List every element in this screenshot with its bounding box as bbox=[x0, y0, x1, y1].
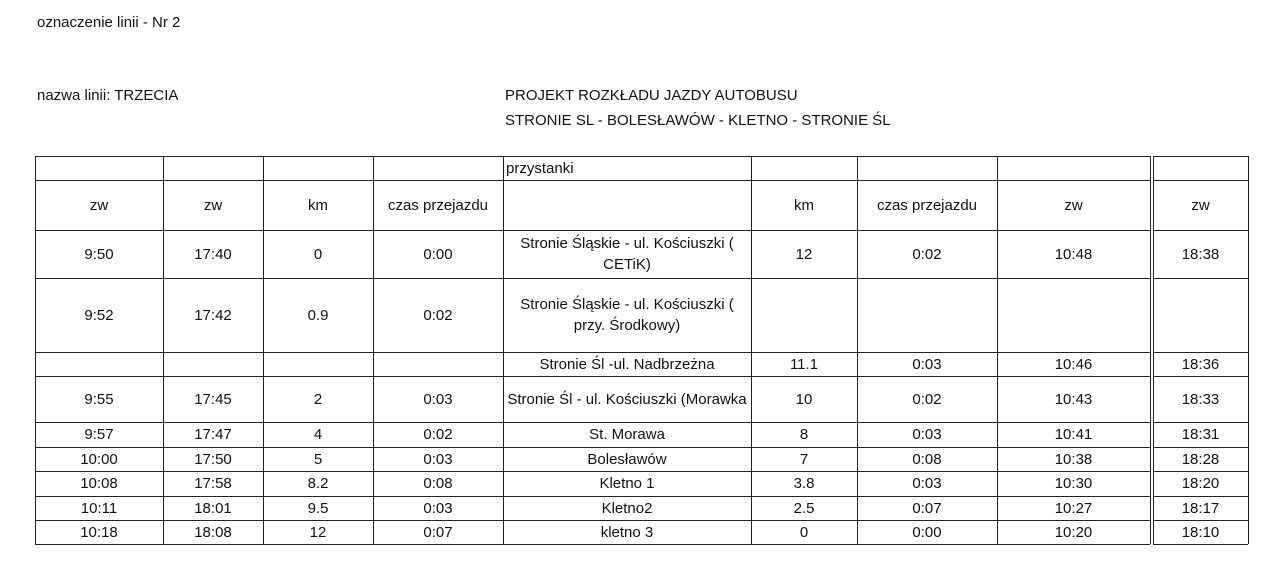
table-cell: 11.1 bbox=[789, 355, 819, 373]
table-cell: 0:02 bbox=[912, 390, 942, 408]
table-cell: 0 bbox=[799, 523, 809, 541]
stop-name-cell: Stronie Śląskie - ul. Kościuszki ( przy. Środkowy) bbox=[520, 296, 734, 334]
table-cell: 18:28 bbox=[1181, 450, 1220, 468]
line-designation: oznaczenie linii - Nr 2 bbox=[37, 14, 181, 31]
table-cell: 10 bbox=[795, 390, 813, 408]
col-header-travel-time: czas przejazdu bbox=[387, 196, 489, 214]
table-cell: 0:07 bbox=[912, 499, 942, 517]
table-cell: 0:03 bbox=[423, 450, 453, 468]
timetable-title: PROJEKT ROZKŁADU JAZDY AUTOBUSU bbox=[505, 87, 798, 104]
table-cell: 9:57 bbox=[84, 426, 114, 443]
table-cell: 17:40 bbox=[194, 245, 232, 263]
table-cell: 9:55 bbox=[84, 390, 114, 408]
table-cell bbox=[35, 352, 163, 376]
table-cell bbox=[751, 278, 857, 352]
table-cell: 0:03 bbox=[912, 355, 942, 373]
table-cell: 3.8 bbox=[793, 475, 815, 492]
table-cell: 0:03 bbox=[912, 475, 942, 492]
table-cell: 0:00 bbox=[423, 245, 453, 263]
table-cell: 10:30 bbox=[1054, 475, 1093, 492]
table-cell bbox=[373, 352, 503, 376]
table-cell: 18:08 bbox=[194, 523, 232, 541]
table-cell: 10:41 bbox=[1054, 426, 1093, 443]
table-cell: 12 bbox=[309, 523, 327, 541]
table-cell: 10:43 bbox=[1054, 390, 1093, 408]
col-header-zw-1: zw bbox=[89, 196, 109, 214]
stop-name-cell: kletno 3 bbox=[600, 523, 654, 541]
table-cell: 18:01 bbox=[194, 499, 232, 517]
grid-line bbox=[35, 544, 1150, 545]
table-cell bbox=[997, 278, 1150, 352]
table-cell: 18:36 bbox=[1181, 355, 1220, 373]
col-header-stop bbox=[503, 180, 751, 230]
grid-line bbox=[1248, 156, 1249, 544]
table-cell: 9:52 bbox=[84, 306, 114, 324]
table-cell: 17:58 bbox=[194, 475, 232, 492]
stop-name-cell: Stronie Śl - ul. Kościuszki (Morawka bbox=[507, 390, 747, 408]
table-cell: 17:50 bbox=[194, 450, 232, 468]
table-cell: 10:48 bbox=[1054, 245, 1093, 263]
table-cell: 2 bbox=[313, 390, 323, 408]
table-cell: 4 bbox=[313, 426, 323, 443]
table-cell: 0:02 bbox=[912, 245, 942, 263]
table-cell: 7 bbox=[799, 450, 809, 468]
col-header-travel-time-return: czas przejazdu bbox=[876, 196, 978, 214]
table-cell: 2.5 bbox=[793, 499, 815, 517]
table-cell: 0.9 bbox=[307, 306, 329, 324]
table-cell: 10:18 bbox=[80, 523, 118, 541]
table-cell: 8 bbox=[799, 426, 809, 443]
grid-line bbox=[1150, 156, 1151, 544]
table-cell: 0 bbox=[313, 245, 323, 263]
table-cell: 10:27 bbox=[1054, 499, 1093, 517]
stop-name-cell: Bolesławów bbox=[587, 450, 667, 468]
line-name bbox=[37, 87, 178, 104]
col-header-zw-3: zw bbox=[1064, 196, 1083, 214]
table-cell: 0:03 bbox=[423, 390, 453, 408]
table-cell: 9.5 bbox=[307, 499, 329, 517]
table-cell: 0:02 bbox=[423, 306, 453, 324]
table-cell: 10:00 bbox=[80, 450, 118, 468]
table-cell bbox=[263, 352, 373, 376]
table-cell: 10:11 bbox=[80, 499, 118, 517]
stop-name-cell: Kletno 1 bbox=[599, 475, 655, 492]
grid-line bbox=[1153, 156, 1248, 157]
route-title: STRONIE SL - BOLESŁAWÓW - KLETNO - STRONIE ŚL bbox=[505, 112, 891, 129]
col-header-zw-4: zw bbox=[1191, 196, 1210, 214]
stop-name-cell: Kletno2 bbox=[601, 499, 653, 517]
group-header-stops: przystanki bbox=[506, 159, 574, 177]
table-cell: 17:47 bbox=[194, 426, 232, 443]
table-cell: 18:38 bbox=[1181, 245, 1220, 263]
table-cell: 0:00 bbox=[912, 523, 942, 541]
table-cell: 8.2 bbox=[307, 475, 329, 492]
table-cell bbox=[857, 278, 997, 352]
table-cell: 18:10 bbox=[1181, 523, 1220, 541]
stop-name-cell: St. Morawa bbox=[589, 426, 665, 443]
stop-name-cell: Stronie Śl -ul. Nadbrzeżna bbox=[539, 355, 715, 373]
table-cell: 17:42 bbox=[194, 306, 232, 324]
table-cell: 10:20 bbox=[1054, 523, 1093, 541]
col-header-zw-2: zw bbox=[203, 196, 223, 214]
table-cell: 17:45 bbox=[194, 390, 232, 408]
table-cell: 10:46 bbox=[1054, 355, 1093, 373]
table-cell: 0:07 bbox=[423, 523, 453, 541]
table-cell: 10:08 bbox=[80, 475, 118, 492]
col-header-km: km bbox=[308, 196, 328, 214]
table-cell: 18:20 bbox=[1181, 475, 1220, 492]
table-cell: 9:50 bbox=[84, 245, 114, 263]
table-cell: 18:17 bbox=[1181, 499, 1220, 517]
table-cell: 12 bbox=[795, 245, 813, 263]
table-cell bbox=[163, 352, 263, 376]
col-header-km-return: km bbox=[794, 196, 814, 214]
table-cell: 0:02 bbox=[423, 426, 453, 443]
table-cell: 10:38 bbox=[1054, 450, 1093, 468]
table-cell: 0:03 bbox=[423, 499, 453, 517]
stop-name-cell: Stronie Śląskie - ul. Kościuszki ( CETiK) bbox=[520, 235, 734, 273]
table-cell: 0:08 bbox=[423, 475, 453, 492]
table-cell: 0:08 bbox=[912, 450, 942, 468]
table-cell: 5 bbox=[313, 450, 323, 468]
table-cell: 0:03 bbox=[912, 426, 942, 443]
table-cell: 18:31 bbox=[1181, 426, 1220, 443]
table-cell: 18:33 bbox=[1181, 390, 1220, 408]
line-name-value: TRZECIA bbox=[114, 87, 179, 104]
table-cell bbox=[1153, 278, 1248, 352]
line-name-label: nazwa linii: bbox=[37, 87, 115, 104]
grid-line bbox=[1153, 544, 1248, 545]
